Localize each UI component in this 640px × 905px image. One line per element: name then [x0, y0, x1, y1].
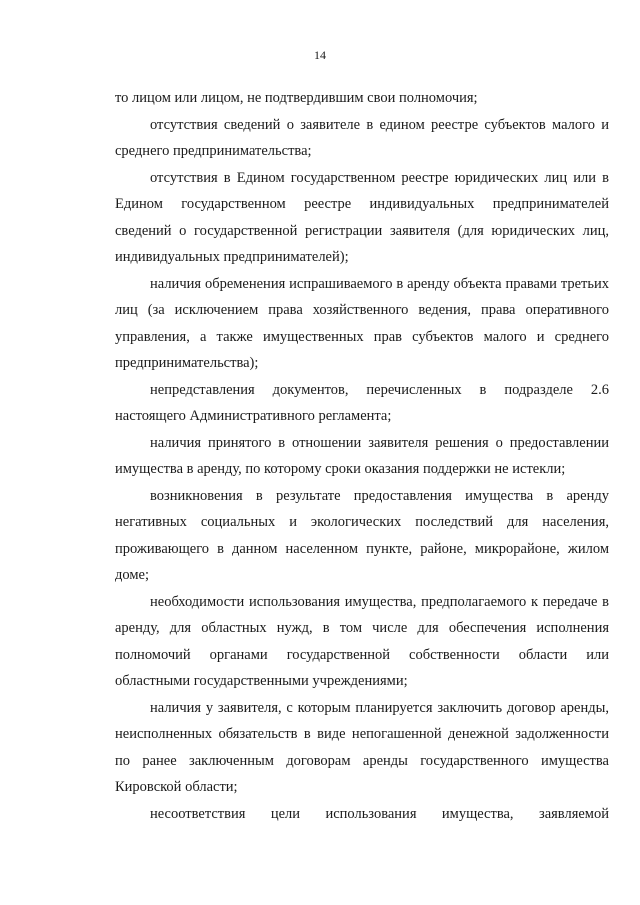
paragraph-1: то лицом или лицом, не подтвердившим свои полномочия; [115, 90, 478, 106]
paragraph-2: отсутствия сведений о заявителе в едином реестре субъектов малого и среднего предпринимательства; [115, 116, 609, 159]
paragraph-8: необходимости использования имущества, предполагаемого к передаче в аренду, для областных нужд, в том числе для обеспечения исполнения полномочий органами государственной собственности области или областными государственными учреждениями; [115, 593, 609, 689]
paragraph-9: наличия у заявителя, с которым планируется заключить договор аренды, неисполненных обязательств в виде непогашенной денежной задолженности по ранее заключенным договорам аренды государственного имущества Кировской области; [115, 699, 609, 795]
paragraph-3: отсутствия в Едином государственном реестре юридических лиц или в Едином государственном реестре индивидуальных предпринимателей сведений о государственной регистрации заявителя (для юридических лиц, индивидуальных предпринимателей); [115, 169, 609, 265]
document-body [115, 85, 609, 827]
paragraph-4: наличия обременения испрашиваемого в аренду объекта правами третьих лиц (за исключением права хозяйственного ведения, права оперативного управления, а также имущественных прав субъектов малого и среднего предпринимательства); [115, 275, 609, 371]
paragraph-10: несоответствия цели использования имущества, заявляемой [150, 805, 609, 822]
page-number: 14 [314, 48, 326, 62]
paragraph-6: наличия принятого в отношении заявителя решения о предоставлении имущества в аренду, по которому сроки оказания поддержки не истекли; [115, 434, 609, 477]
paragraph-7: возникновения в результате предоставления имущества в аренду негативных социальных и экологических последствий для населения, проживающего в данном населенном пункте, районе, микрорайоне, жилом доме; [115, 487, 609, 583]
paragraph-5: непредставления документов, перечисленных в подразделе 2.6 настоящего Административного регламента; [115, 381, 609, 424]
